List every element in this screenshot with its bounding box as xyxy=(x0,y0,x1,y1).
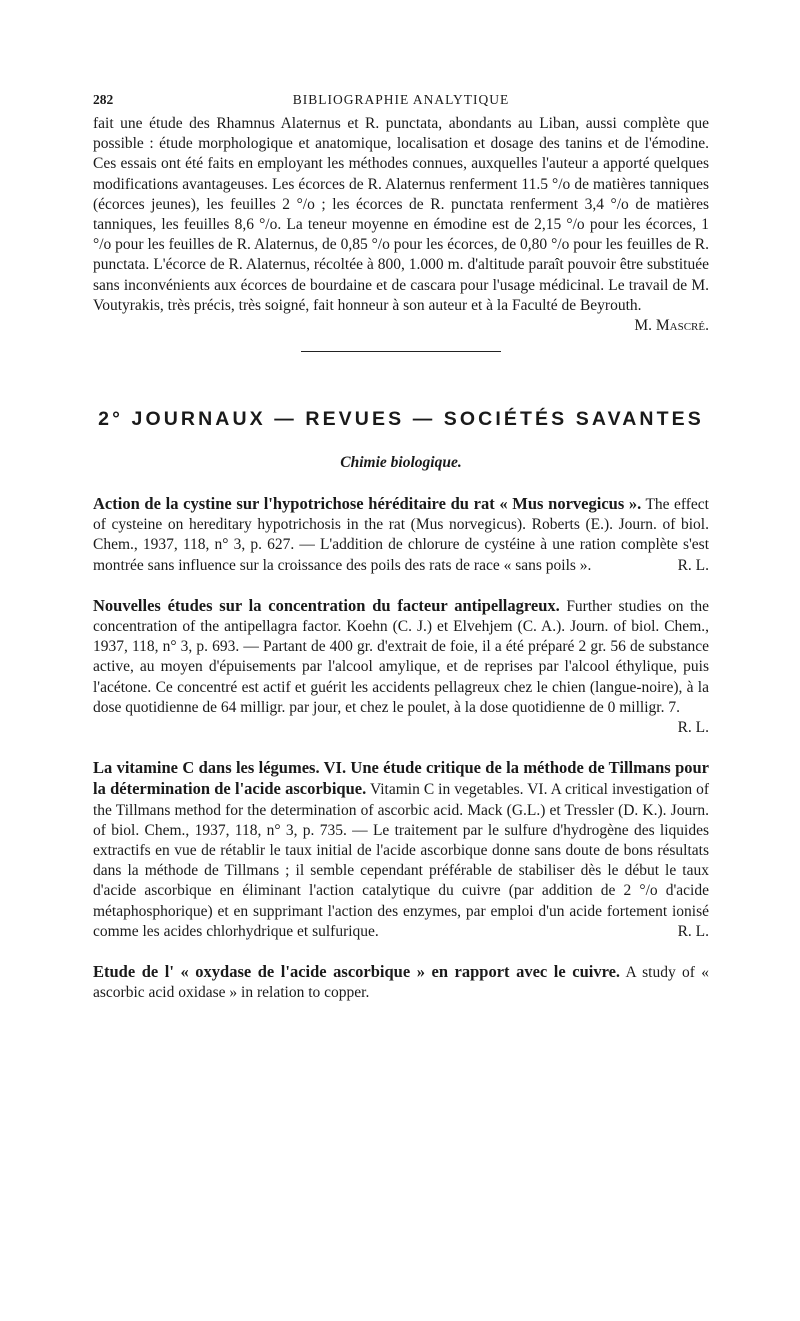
abstract-entry-1 xyxy=(93,494,709,576)
abstract-entry-2 xyxy=(93,596,709,738)
abstract-entry-3 xyxy=(93,758,709,942)
entry-body: Further studies on the concentration of the antipellagra factor. Koehn (C. J.) et Elvehjem (C. A.). Journ. of biol. Chem., 1937, 118, n° 3, p. 693. — Partant de 400 gr. d'extrait de foie, il a été préparé 2 gr. 56 de substance active, au moyen d'épuisements par l'alcool amylique, et de reprises par l'alcool éthylique, puis l'acétone. Ce concentré est actif et guérit les accidents pellagreux chez le chien (langue-noire), à la dose quotidienne de 64 milligr. par jour, et chez le poulet, à la dose quotidienne de 0 milligr. 7. xyxy=(93,597,710,716)
intro-signature: M. Mascré. xyxy=(634,317,709,335)
entry-signature: R. L. xyxy=(677,556,709,574)
section-divider xyxy=(301,351,501,352)
entry-title: Nouvelles études sur la concentration du facteur antipellagreux. xyxy=(93,595,560,615)
page-header xyxy=(93,92,709,114)
subsection-title: Chimie biologique. xyxy=(340,454,462,472)
abstract-entry-4 xyxy=(93,962,709,1003)
entry-signature: R. L. xyxy=(677,922,709,940)
entry-title: Etude de l' « oxydase de l'acide ascorbique » en rapport avec le cuivre. xyxy=(93,962,621,982)
intro-paragraph xyxy=(93,114,709,335)
page xyxy=(93,92,709,1004)
entry-title: La vitamine C dans les légumes. VI. Une étude critique de la méthode de Tillmans pour la détermination de l'acide ascorbique. xyxy=(93,758,709,799)
entry-body: The effect of cysteine on hereditary hypotrichosis in the rat (Mus norvegicus). Roberts (E.). Journ. of biol. Chem., 1937, 118, n° 3, p. 627. — L'addition de chlorure de cystéine à une ration complète s'est montrée sans influence sur la croissance des poils des rats de race « sans poils ». xyxy=(93,496,709,574)
entry-body: A study of « ascorbic acid oxidase » in relation to copper. xyxy=(93,964,709,1002)
section-title: 2° JOURNAUX — REVUES — SOCIÉTÉS SAVANTES xyxy=(98,408,704,431)
intro-text: fait une étude des Rhamnus Alaternus et R. punctata, abondants au Liban, aussi complète que possible : étude morphologique et anatomique, localisation et dosage des tanins et de l'émodine. Ces essais ont été faits en employant les méthodes connues, auxquelles l'auteur a apporté quelques modifications avantageuses. Les écorces de R. Alaternus renferment 11.5 °/o de matières tanniques (écorces jeunes), les feuilles 2 °/o ; les écorces de R. punctata renferment 3,4 °/o de matières tanniques, les feuilles 8,6 °/o. La teneur moyenne en émodine est de 2,15 °/o pour les écorces, 1 °/o pour les feuilles de R. Alaternus, de 0,85 °/o pour les écorces, de 0,80 °/o pour les feuilles de R. punctata. L'écorce de R. Alaternus, récoltée à 800, 1.000 m. d'altitude paraît pouvoir être substituée sans inconvénients aux écorces de bourdaine et de cascara pour l'usage médicinal. Le travail de M. Voutyrakis, très précis, très soigné, fait honneur à son auteur et à la Faculté de Beyrouth. xyxy=(93,115,709,314)
entry-body: Vitamin C in vegetables. VI. A critical investigation of the Tillmans method for the determination of ascorbic acid. Mack (G.L.) et Tressler (D. K.). Journ. of biol. Chem., 1937, 118, n° 3, p. 735. — Le traitement par le sulfure d'hydrogène des liquides extractifs en vue de rétablir le taux initial de l'acide ascorbique donne sans doute de bons résultats dans la méthode de Tillmans ; il semble cependant préférable de stabiliser dès le début le taux d'acide ascorbique en éliminant l'action catalytique du cuivre (par addition de 2 °/o d'acide métaphosphorique) et en supprimant l'action des enzymes, par emploi d'un acide fortement ionisé comme les acides chlorhydrique et sulfurique. xyxy=(93,781,709,940)
page-number: 282 xyxy=(93,92,114,107)
running-title: BIBLIOGRAPHIE ANALYTIQUE xyxy=(292,92,510,107)
entry-signature: R. L. xyxy=(677,719,709,737)
entry-title: Action de la cystine sur l'hypotrichose héréditaire du rat « Mus norvegicus ». xyxy=(93,494,642,514)
